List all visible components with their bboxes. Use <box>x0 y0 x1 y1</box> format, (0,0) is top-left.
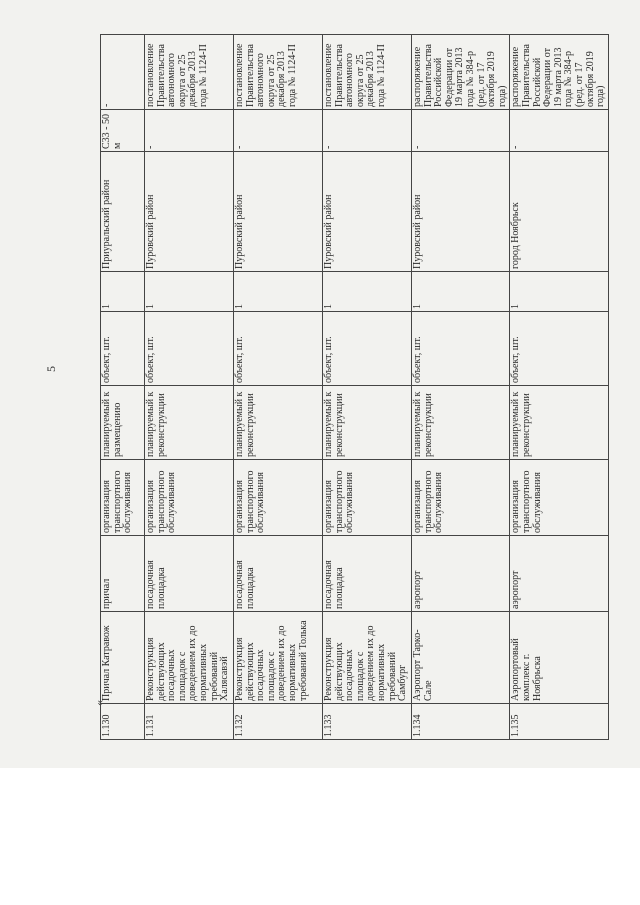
cell-name: Аэропорт Тарко-Сале <box>412 612 510 704</box>
cell-purpose: организация транспортного обслуживания <box>101 460 145 536</box>
cell-location: город Ноябрьск <box>510 152 608 272</box>
cell-basis: постановление Правительства автономного округа от 25 декабря 2013 года № 1124-П <box>145 35 234 110</box>
cell-basis: постановление Правительства автономного округа от 25 декабря 2013 года № 1124-П <box>323 35 412 110</box>
cell-name: Аэропортовый комплекс г. Ноябрьска <box>510 612 608 704</box>
table-row-1-134 <box>412 35 510 740</box>
table-row-1-130 <box>101 35 145 740</box>
cell-zone: - <box>323 110 412 152</box>
cell-kind: аэропорт <box>412 536 510 612</box>
cell-name: Реконструкция действующих посадочных площадок с доведением их до нормативных требований Самбург <box>323 612 412 704</box>
cell-num: 1.135 <box>510 704 608 740</box>
cell-purpose: организация транспортного обслуживания <box>145 460 234 536</box>
cell-location: Пуровский район <box>234 152 323 272</box>
cell-location: Пуровский район <box>323 152 412 272</box>
page-number: 5 <box>44 366 58 372</box>
cell-kind: посадочная площадка <box>234 536 323 612</box>
cell-unit: объект, шт. <box>101 312 145 386</box>
cell-status: планируемый к реконструкции <box>234 386 323 460</box>
cell-status: планируемый к реконструкции <box>323 386 412 460</box>
cell-status: планируемый к реконструкции <box>412 386 510 460</box>
cell-status: планируемый к реконструкции <box>145 386 234 460</box>
cell-zone: - <box>412 110 510 152</box>
cell-kind: посадочная площадка <box>323 536 412 612</box>
cell-status: планируемый к размещению <box>101 386 145 460</box>
cell-zone: С33 - 50 м <box>101 110 145 152</box>
table-row-1-131 <box>145 35 234 740</box>
cell-num: 1.133 <box>323 704 412 740</box>
cell-name: Реконструкция действующих посадочных площадок с доведением их до нормативных требований Толька <box>234 612 323 704</box>
cell-unit: объект, шт. <box>234 312 323 386</box>
table-row-1-135 <box>510 35 608 740</box>
cell-num: 1.134 <box>412 704 510 740</box>
cell-count: 1 <box>412 272 510 312</box>
cell-kind: посадочная площадка <box>145 536 234 612</box>
cell-count: 1 <box>234 272 323 312</box>
cell-location: Пуровский район <box>412 152 510 272</box>
objects-table <box>100 34 609 740</box>
cell-num: 1.130 <box>101 704 145 740</box>
cell-name: Реконструкция действующих посадочных площадок с доведением их до нормативных требований Халясавэй <box>145 612 234 704</box>
cell-purpose: организация транспортного обслуживания <box>323 460 412 536</box>
cell-status: планируемый к реконструкции <box>510 386 608 460</box>
cell-zone: - <box>234 110 323 152</box>
cell-location: Пуровский район <box>145 152 234 272</box>
cell-count: 1 <box>510 272 608 312</box>
cell-num: 1.131 <box>145 704 234 740</box>
cell-basis: - <box>101 35 145 110</box>
cell-basis: распоряжение Правительства Российской Федерации от 19 марта 2013 года № 384-р (ред. от 17 октября 2019 года) <box>412 35 510 110</box>
objects-table-wrapper <box>100 35 607 740</box>
cell-count: 1 <box>145 272 234 312</box>
cell-count: 1 <box>101 272 145 312</box>
cell-purpose: организация транспортного обслуживания <box>234 460 323 536</box>
cell-purpose: организация транспортного обслуживания <box>510 460 608 536</box>
quote-mark: « <box>92 700 106 706</box>
cell-zone: - <box>510 110 608 152</box>
cell-purpose: организация транспортного обслуживания <box>412 460 510 536</box>
cell-unit: объект, шт. <box>145 312 234 386</box>
cell-count: 1 <box>323 272 412 312</box>
cell-unit: объект, шт. <box>323 312 412 386</box>
table-row-1-132 <box>234 35 323 740</box>
cell-unit: объект, шт. <box>412 312 510 386</box>
cell-unit: объект, шт. <box>510 312 608 386</box>
cell-name: Причал Катравож <box>101 612 145 704</box>
cell-zone: - <box>145 110 234 152</box>
cell-num: 1.132 <box>234 704 323 740</box>
rotated-table-container <box>100 35 607 740</box>
table-row-1-133 <box>323 35 412 740</box>
cell-basis: постановление Правительства автономного округа от 25 декабря 2013 года № 1124-П <box>234 35 323 110</box>
cell-kind: аэропорт <box>510 536 608 612</box>
cell-kind: причал <box>101 536 145 612</box>
cell-basis: распоряжение Правительства Российской Федерации от 19 марта 2013 года № 384-р (ред. от 17 октября 2019 года) <box>510 35 608 110</box>
cell-location: Приуральский район <box>101 152 145 272</box>
